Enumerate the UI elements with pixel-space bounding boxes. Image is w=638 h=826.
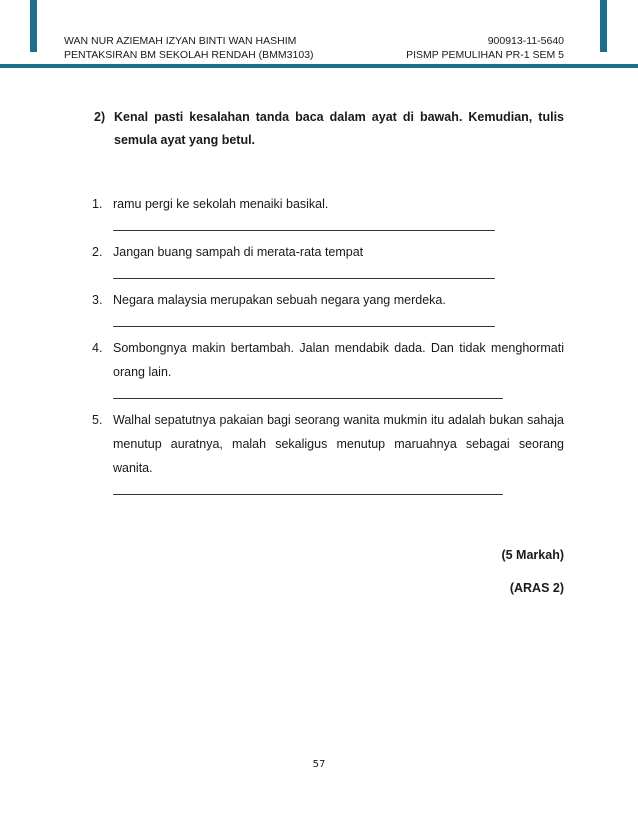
item-number: 5.: [92, 413, 103, 427]
list-item: [92, 408, 564, 504]
list-item: [92, 240, 564, 288]
answer-line[interactable]: [113, 480, 564, 504]
page-header: [64, 34, 564, 62]
item-text: ramu pergi ke sekolah menaiki basikal.: [113, 197, 329, 211]
answer-line[interactable]: [113, 384, 564, 408]
left-accent-bar: [30, 0, 37, 52]
header-divider: [0, 64, 638, 68]
item-number: 2.: [92, 245, 103, 259]
question-items: [92, 192, 564, 504]
item-number: 4.: [92, 341, 103, 355]
item-number: 1.: [92, 197, 103, 211]
item-number: 3.: [92, 293, 103, 307]
item-text: Jangan buang sampah di merata-rata tempat: [113, 245, 364, 259]
author-name: WAN NUR AZIEMAH IZYAN BINTI WAN HASHIM: [64, 35, 297, 47]
right-accent-bar: [600, 0, 607, 52]
list-item: [92, 288, 564, 336]
answer-line[interactable]: [113, 216, 564, 240]
marks-label: (5 Markah): [501, 548, 564, 562]
list-item: [92, 192, 564, 240]
id-number: 900913-11-5640: [487, 35, 564, 47]
page-number: 57: [312, 759, 326, 770]
question-text: Kenal pasti kesalahan tanda baca dalam ayat di bawah. Kemudian, tulis semula ayat yang betul.: [114, 110, 564, 147]
list-item: [92, 336, 564, 408]
course-title: PENTAKSIRAN BM SEKOLAH RENDAH (BMM3103): [64, 49, 314, 61]
item-text: Walhal sepatutnya pakaian bagi seorang wanita mukmin itu adalah bukan sahaja menutup auratnya, malah sekaligus menutup maruahnya sebagai seorang wanita.: [113, 413, 564, 475]
answer-line[interactable]: [113, 264, 564, 288]
level-label: (ARAS 2): [509, 581, 564, 595]
program-title: PISMP PEMULIHAN PR-1 SEM 5: [406, 49, 564, 61]
answer-line[interactable]: [113, 312, 564, 336]
item-text: Sombongnya makin bertambah. Jalan mendabik dada. Dan tidak menghormati orang lain.: [113, 341, 564, 379]
question-instruction: [94, 106, 564, 152]
question-number: 2): [94, 110, 106, 124]
item-text: Negara malaysia merupakan sebuah negara yang merdeka.: [113, 293, 446, 307]
